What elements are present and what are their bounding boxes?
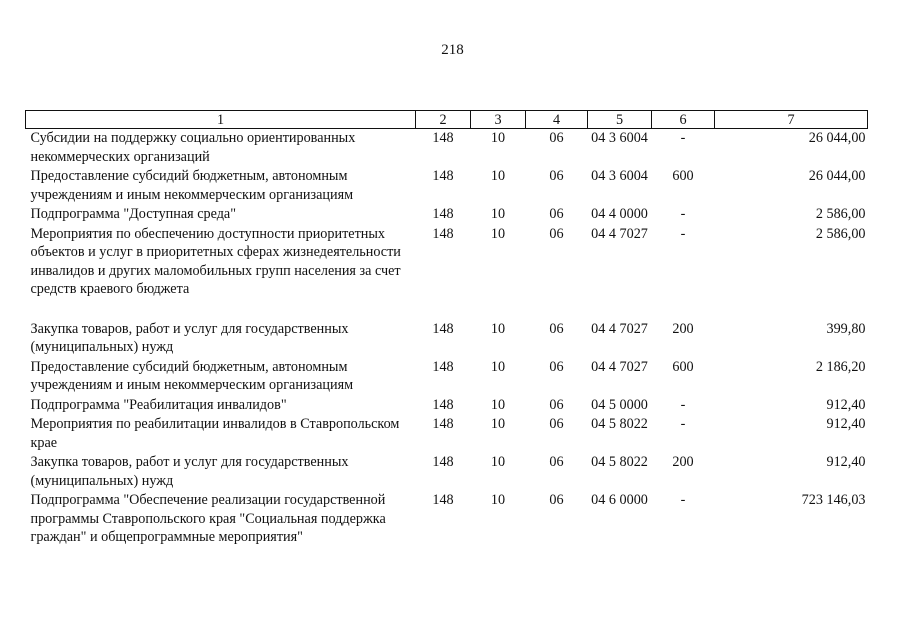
row-code-3: 10: [490, 396, 506, 413]
row-code-6: 200: [672, 320, 694, 337]
row-code-4: 06: [549, 320, 564, 337]
table-row: [26, 415, 868, 453]
row-code-4: 06: [549, 206, 564, 222]
column-header-3: 3: [471, 111, 526, 129]
row-code-4: 06: [549, 396, 564, 413]
row-amount: 26 044,00: [808, 168, 866, 184]
row-amount: 2 186,20: [815, 358, 866, 375]
row-name: Предоставление субсидий бюджетным, автономным учреждениям и иным некоммерческим организациям: [30, 358, 354, 393]
row-name: Подпрограмма "Обеспечение реализации государственной программы Ставропольского края "Социальная поддержка граждан" и общепрограммные мероприятия": [30, 492, 386, 545]
column-header-1: 1: [26, 111, 416, 129]
row-code-2: 148: [432, 358, 454, 375]
row-code-5: 04 3 6004: [591, 130, 648, 146]
table-row: [26, 167, 868, 205]
table-row: [26, 129, 868, 168]
row-name: Закупка товаров, работ и услуг для государственных (муниципальных) нужд: [30, 454, 349, 489]
row-name: Подпрограмма "Доступная среда": [30, 206, 237, 222]
row-code-2: 148: [432, 168, 454, 184]
row-code-3: 10: [490, 454, 506, 470]
row-code-2: 148: [432, 416, 454, 432]
row-code-6: 200: [672, 454, 694, 470]
column-header-5: 5: [588, 111, 652, 129]
row-code-3: 10: [490, 168, 506, 184]
row-amount: 723 146,03: [801, 492, 866, 508]
column-header-row: [26, 111, 868, 129]
row-code-3: 10: [490, 492, 506, 508]
page-number: 218: [441, 42, 464, 58]
row-code-5: 04 4 7027: [591, 225, 648, 242]
row-code-6: 600: [672, 168, 694, 184]
table-row: [26, 453, 868, 491]
row-code-5: 04 5 8022: [591, 454, 648, 470]
column-header-2: 2: [416, 111, 471, 129]
row-code-4: 06: [549, 358, 564, 375]
row-code-3: 10: [490, 130, 506, 146]
row-code-5: 04 6 0000: [591, 492, 648, 508]
row-code-3: 10: [490, 358, 506, 375]
row-code-4: 06: [549, 168, 564, 184]
row-name: Мероприятия по обеспечению доступности приоритетных объектов и услуг в приоритетных сферах жизнедеятельности инвалидов и других маломобильных групп населения за счет средств краевого бюджета: [30, 225, 401, 297]
row-code-6: -: [680, 130, 686, 146]
table-row: [26, 205, 868, 225]
row-code-2: 148: [432, 130, 454, 146]
row-code-3: 10: [490, 416, 506, 432]
row-code-2: 148: [432, 320, 454, 337]
row-code-3: 10: [490, 320, 506, 337]
row-code-6: -: [680, 396, 686, 413]
row-code-2: 148: [432, 454, 454, 470]
row-name: Предоставление субсидий бюджетным, автономным учреждениям и иным некоммерческим организациям: [30, 168, 354, 203]
row-code-6: 600: [672, 358, 694, 375]
row-amount: 912,40: [826, 396, 866, 413]
row-amount: 26 044,00: [808, 130, 866, 146]
row-code-5: 04 3 6004: [591, 168, 648, 184]
row-code-4: 06: [549, 416, 564, 432]
row-code-2: 148: [432, 225, 454, 242]
row-name: Подпрограмма "Реабилитация инвалидов": [30, 396, 287, 413]
row-code-2: 148: [432, 492, 454, 508]
table-row: [26, 320, 868, 358]
row-amount: 2 586,00: [815, 206, 866, 222]
column-header-7: 7: [715, 111, 868, 129]
row-code-2: 148: [432, 396, 454, 413]
row-code-5: 04 5 8022: [591, 416, 648, 432]
row-code-3: 10: [490, 206, 506, 222]
row-code-4: 06: [549, 492, 564, 508]
row-amount: 399,80: [826, 320, 866, 337]
row-code-5: 04 4 7027: [591, 358, 648, 375]
row-code-4: 06: [549, 225, 564, 242]
row-name: Мероприятия по реабилитации инвалидов в Ставропольском крае: [30, 416, 400, 451]
row-code-6: -: [680, 206, 686, 222]
row-code-4: 06: [549, 454, 564, 470]
row-code-5: 04 5 0000: [591, 396, 648, 413]
row-code-5: 04 4 0000: [591, 206, 648, 222]
row-amount: 912,40: [826, 454, 866, 470]
column-header-4: 4: [526, 111, 588, 129]
row-name: Субсидии на поддержку социально ориентированных некоммерческих организаций: [30, 130, 356, 165]
table-row: [26, 396, 868, 416]
row-code-3: 10: [490, 225, 506, 242]
row-code-6: -: [680, 416, 686, 432]
column-header-6: 6: [652, 111, 715, 129]
row-amount: 2 586,00: [815, 225, 866, 242]
row-code-6: -: [680, 492, 686, 508]
row-code-5: 04 4 7027: [591, 320, 648, 337]
row-amount: 912,40: [826, 416, 866, 432]
table-row: [26, 225, 868, 320]
table-body: [26, 129, 868, 548]
row-code-2: 148: [432, 206, 454, 222]
row-code-4: 06: [549, 130, 564, 146]
row-name: Закупка товаров, работ и услуг для государственных (муниципальных) нужд: [30, 320, 349, 355]
table-row: [26, 358, 868, 396]
budget-table: [25, 110, 868, 548]
table-row: [26, 491, 868, 548]
row-code-6: -: [680, 225, 686, 242]
